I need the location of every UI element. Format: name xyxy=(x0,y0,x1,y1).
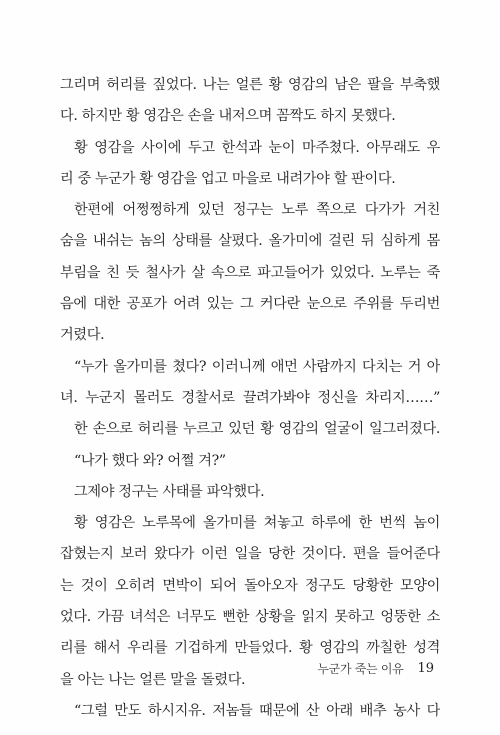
page-number: 19 xyxy=(417,660,434,676)
text-line: “누가 올가미를 쳤다? 이러니께 애먼 사람까지 다치는 거 아 xyxy=(74,358,440,375)
text-line: 숨을 내쉬는 놈의 상태를 살폈다. 올가미에 걸린 뒤 심하게 몸 xyxy=(60,233,440,250)
text-line: “나가 했다 와? 어쩔 겨?” xyxy=(74,452,226,469)
text-line: 리 중 누군가 황 영감을 업고 마을로 내려가야 할 판이다. xyxy=(60,170,396,187)
text-line: 황 영감을 사이에 두고 한석과 눈이 마주쳤다. 아무래도 우 xyxy=(74,139,440,156)
text-line: 을 아는 나는 얼른 말을 돌렸다. xyxy=(60,671,246,688)
text-line: 그리며 허리를 짚었다. 나는 얼른 황 영감의 남은 팔을 부축했 xyxy=(60,77,440,93)
text-line: 는 것이 오히려 면박이 되어 돌아오자 정구도 당황한 모양이 xyxy=(60,577,440,594)
body-text xyxy=(60,70,440,727)
text-line: 그제야 정구는 사태를 파악했다. xyxy=(74,483,265,500)
running-title: 누군가 죽는 이유 xyxy=(317,661,404,676)
text-line: 부림을 친 듯 철사가 살 속으로 파고들어가 있었다. 노루는 죽 xyxy=(60,264,440,281)
text-line: 한편에 어쩡쩡하게 있던 정구는 노루 쪽으로 다가가 거친 xyxy=(74,202,440,219)
text-line: 한 손으로 허리를 누르고 있던 황 영감의 얼굴이 일그러졌다. xyxy=(74,421,440,438)
text-line: 녀. 누군지 몰러도 경찰서로 끌려가봐야 정신을 차리지……” xyxy=(60,389,440,406)
text-line: 리를 해서 우리를 기겁하게 만들었다. 황 영감의 까칠한 성격 xyxy=(60,640,440,657)
text-line: 었다. 가끔 녀석은 너무도 뻔한 상황을 읽지 못하고 엉뚱한 소 xyxy=(60,609,440,626)
text-line: 거렸다. xyxy=(60,327,105,344)
text-line: “그럴 만도 하시지유. 저놈들 때문에 산 아래 배추 농사 다 xyxy=(74,702,440,719)
text-line: 다. 하지만 황 영감은 손을 내저으며 꼼짝도 하지 못했다. xyxy=(60,108,396,125)
text-line: 잡혔는지 보러 왔다가 이런 일을 당한 것이다. 편을 들어준다 xyxy=(60,546,440,563)
text-line: 음에 대한 공포가 어려 있는 그 커다란 눈으로 주위를 두리번 xyxy=(60,296,440,313)
text-line: 황 영감은 노루목에 올가미를 쳐놓고 하루에 한 번씩 놈이 xyxy=(74,515,440,532)
page-footer xyxy=(317,658,434,678)
